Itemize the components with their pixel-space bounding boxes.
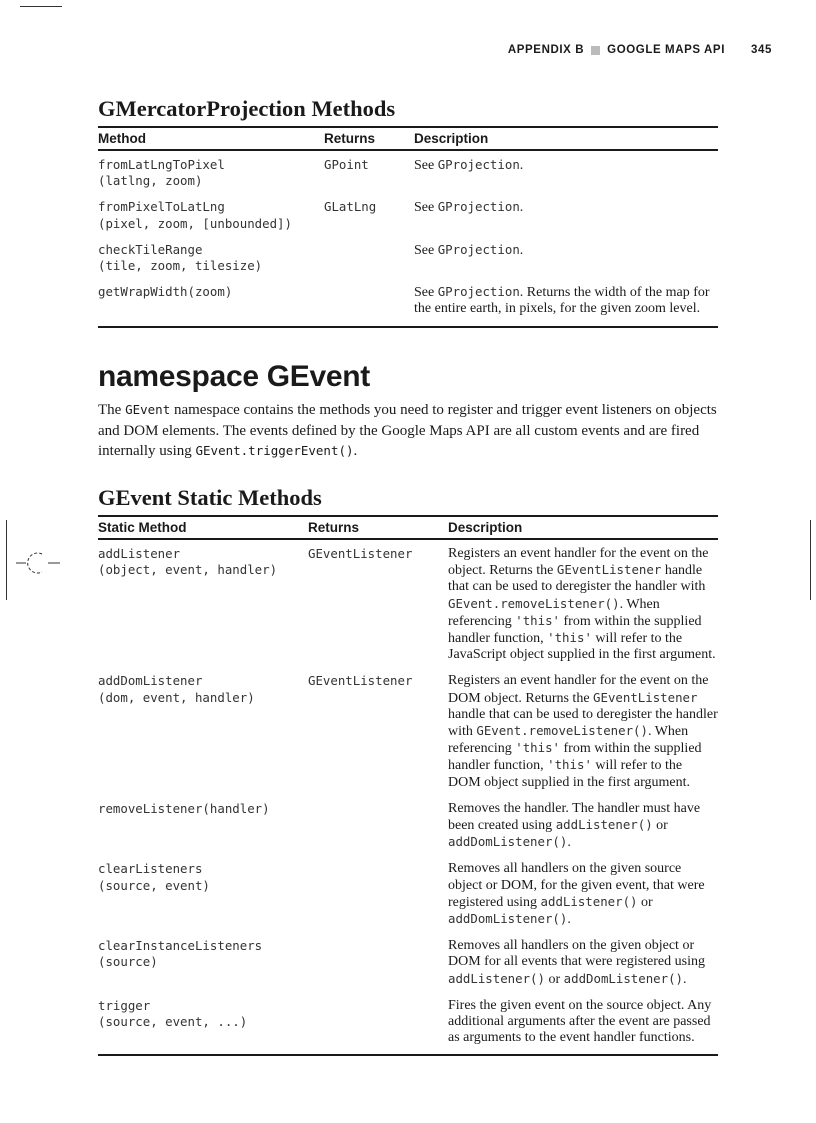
description-text: or — [544, 971, 564, 987]
mercator-heading: GMercatorProjection Methods — [98, 96, 396, 121]
intro-code: GEvent.triggerEvent() — [195, 443, 354, 458]
method-cell — [98, 855, 308, 932]
table-row — [98, 992, 718, 1056]
column-header-method: Method — [98, 127, 324, 150]
description-text: . When referencing — [448, 724, 689, 757]
description-code: GEvent.removeListener() — [476, 723, 648, 739]
running-header-title: GOOGLE MAPS API — [607, 44, 725, 56]
crop-mark-top-left — [20, 6, 62, 7]
method-name: clearInstanceListeners — [98, 938, 263, 954]
method-name: getWrapWidth(zoom) — [98, 284, 233, 300]
table-row — [98, 278, 718, 326]
method-name: addDomListener — [98, 673, 203, 689]
returns-cell — [308, 795, 448, 856]
method-params: (source, event, ...) — [98, 1014, 248, 1030]
description-code: addDomListener() — [448, 834, 568, 850]
description-code: GEventListener — [593, 689, 698, 705]
description-text: or — [637, 894, 653, 910]
description-code: 'this' — [515, 740, 560, 756]
description-code: addDomListener() — [563, 970, 684, 986]
mercator-methods-table — [98, 126, 718, 328]
table-row — [98, 236, 718, 278]
separator-square-icon — [591, 46, 600, 55]
method-name: checkTileRange — [98, 241, 203, 257]
description-text: Removes all handlers on the given source object or DOM, for the given event, that were registered using — [448, 861, 705, 910]
method-name: fromPixelToLatLng — [98, 199, 225, 215]
table-row — [98, 795, 718, 856]
description-text: . Returns the width of the map for the entire earth, in pixels, for the given zoom level. — [414, 285, 710, 317]
description-text: . When referencing — [448, 596, 660, 629]
returns-cell: GEventListener — [308, 546, 413, 561]
description-text: Removes all handlers on the given object or DOM for all events that were registered using — [448, 938, 705, 970]
returns-cell — [324, 278, 414, 326]
description-text: See — [414, 200, 438, 216]
description-text: will refer to the DOM object supplied in the first argument. — [448, 758, 690, 790]
registration-mark-icon — [16, 548, 62, 578]
returns-cell — [308, 855, 448, 932]
description-text: See — [414, 242, 438, 258]
description-code: 'this' — [547, 630, 592, 646]
description-text: from within the supplied handler function, — [448, 741, 702, 774]
method-cell — [98, 278, 324, 326]
returns-cell: GEventListener — [308, 673, 413, 689]
method-cell — [98, 932, 308, 992]
method-cell — [98, 236, 324, 278]
description-text: or — [652, 818, 668, 834]
description-text: See — [414, 285, 438, 301]
returns-cell — [308, 992, 448, 1056]
description-text: . — [519, 242, 524, 258]
description-text: . — [519, 158, 524, 173]
column-header-description: Description — [414, 127, 718, 150]
method-cell — [98, 539, 308, 667]
running-header — [508, 44, 772, 56]
table-row — [98, 150, 718, 193]
running-header-section: APPENDIX B — [507, 44, 585, 56]
description-text: See — [414, 158, 438, 173]
description-cell — [414, 193, 718, 235]
returns-cell — [308, 932, 448, 992]
method-cell — [98, 795, 308, 856]
description-code: addDomListener() — [448, 911, 568, 927]
column-header-returns: Returns — [324, 127, 414, 150]
intro-code: GEvent — [125, 402, 171, 417]
description-cell — [448, 855, 718, 932]
description-code: GEventListener — [556, 562, 662, 578]
description-text: handle that can be used to deregister the handler with — [448, 706, 718, 740]
method-cell — [98, 150, 324, 193]
table-row — [98, 539, 718, 667]
method-name: clearListeners — [98, 861, 203, 877]
description-text: handle that can be used to deregister the handler with — [448, 563, 706, 595]
description-code: addListener() — [540, 893, 638, 909]
description-cell — [414, 236, 718, 278]
description-text: from within the supplied handler function, — [448, 613, 702, 647]
method-name: trigger — [98, 997, 151, 1013]
description-cell — [448, 992, 718, 1056]
method-params: (latlng, zoom) — [98, 173, 203, 189]
description-cell — [448, 667, 718, 794]
description-text: . — [683, 971, 687, 987]
table-header-row — [98, 516, 718, 539]
table-header-row — [98, 127, 718, 150]
returns-cell: GPoint — [324, 157, 369, 172]
description-text: Removes the handler. The handler must have been created using — [448, 800, 701, 834]
description-text: Fires the given event on the source object. Any additional arguments after the event are passed as arguments to the event handler functions. — [448, 997, 712, 1046]
intro-text: namespace contains the methods you need to register and trigger event listeners on objects and DOM elements. The events defined by the Google Maps API are all custom events and are fired internally using — [98, 402, 717, 459]
description-text: Registers an event handler for the event on the object. Returns the — [448, 546, 709, 579]
table-row — [98, 193, 718, 235]
description-cell — [414, 278, 718, 326]
description-code: GProjection — [437, 157, 520, 172]
description-code: 'this' — [547, 757, 592, 773]
method-params: (tile, zoom, tilesize) — [98, 258, 263, 274]
method-params: (dom, event, handler) — [98, 689, 255, 705]
table-row — [98, 855, 718, 932]
description-text: Registers an event handler for the event on the DOM object. Returns the — [448, 673, 709, 706]
description-text: . — [519, 200, 524, 216]
method-name: fromLatLngToPixel — [98, 157, 225, 172]
method-params: (object, event, handler) — [98, 562, 278, 578]
gevent-static-heading: GEvent Static Methods — [98, 485, 322, 510]
description-cell — [414, 150, 718, 193]
crop-mark-right — [810, 520, 811, 600]
returns-cell: GLatLng — [324, 199, 377, 215]
namespace-intro — [98, 400, 722, 462]
description-text: will refer to the JavaScript object supplied in the first argument. — [448, 631, 716, 663]
column-header-returns: Returns — [308, 516, 448, 539]
page-number: 345 — [751, 44, 772, 56]
method-name: removeListener(handler) — [98, 800, 270, 816]
method-cell — [98, 193, 324, 235]
intro-text: . — [353, 443, 358, 459]
column-header-static-method: Static Method — [98, 516, 308, 539]
description-code: GEvent.removeListener() — [448, 595, 620, 611]
crop-mark-left-upper — [6, 520, 7, 600]
intro-text: The — [98, 402, 126, 418]
description-code: 'this' — [515, 612, 560, 628]
method-params: (pixel, zoom, [unbounded]) — [98, 215, 292, 231]
description-text: . — [567, 835, 571, 851]
method-cell — [98, 667, 308, 794]
method-name: addListener — [98, 546, 181, 561]
description-code: GProjection — [437, 284, 520, 300]
namespace-heading: namespace GEvent — [98, 360, 370, 393]
description-cell — [448, 795, 718, 856]
description-cell — [448, 539, 718, 667]
description-cell — [448, 932, 718, 992]
method-cell — [98, 992, 308, 1056]
method-params: (source) — [98, 954, 158, 970]
description-code: addListener() — [555, 817, 653, 833]
returns-cell — [324, 236, 414, 278]
description-code: addListener() — [448, 970, 545, 986]
gevent-static-methods-table — [98, 515, 718, 1056]
table-row — [98, 667, 718, 794]
description-text: . — [567, 912, 571, 928]
description-code: GProjection — [437, 199, 520, 215]
description-code: GProjection — [437, 241, 520, 257]
column-header-description: Description — [448, 516, 718, 539]
method-params: (source, event) — [98, 877, 210, 893]
table-row — [98, 932, 718, 992]
